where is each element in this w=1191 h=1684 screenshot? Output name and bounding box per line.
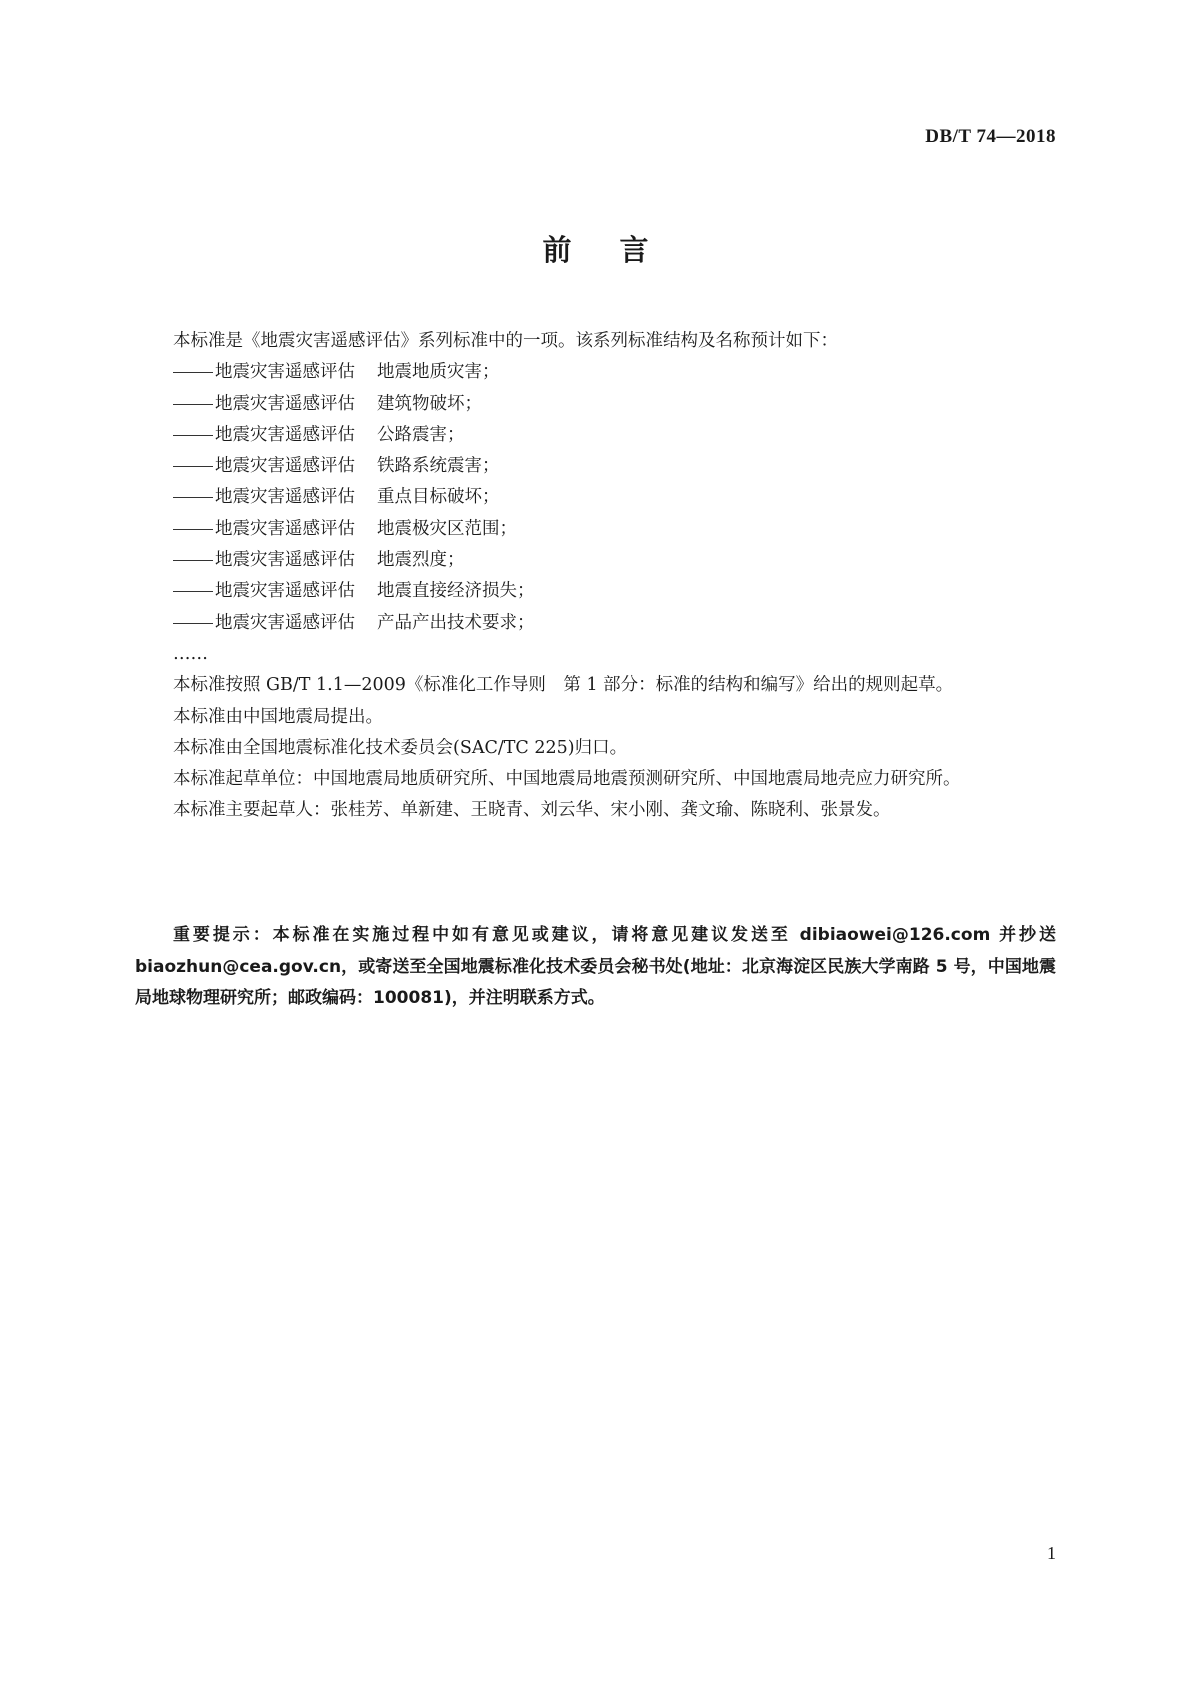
list-item [135,420,1056,451]
list-item [135,545,1056,576]
series-item: 建筑物破坏； [377,393,482,414]
list-ellipsis: …… [173,643,208,664]
series-item: 地震极灾区范围； [377,518,517,539]
em-dash [173,497,213,498]
list-item [135,514,1056,545]
page-number: 1 [1047,1543,1056,1563]
em-dash [173,435,213,436]
list-item [135,389,1056,420]
em-dash [173,591,213,592]
important-notice [135,920,1056,1015]
series-item: 重点目标破坏； [377,487,500,508]
series-item: 地震地质灾害； [377,362,500,383]
drafters-paragraph: 本标准主要起草人：张桂芳、单新建、王晓青、刘云华、宋小刚、龚文瑜、陈晓利、张景发。 [173,800,891,821]
series-prefix: 地震灾害遥感评估 [215,581,355,602]
em-dash [173,466,213,467]
series-prefix: 地震灾害遥感评估 [215,456,355,477]
series-prefix: 地震灾害遥感评估 [215,550,355,571]
drafting-rules-paragraph: 本标准按照 GB/T 1.1—2009《标准化工作导则 第 1 部分：标准的结构和编写》给出的规则起草。 [173,675,954,696]
drafting-units-paragraph: 本标准起草单位：中国地震局地质研究所、中国地震局地震预测研究所、中国地震局地壳应力研究所。 [173,769,961,790]
series-prefix: 地震灾害遥感评估 [215,518,355,539]
proposer-paragraph: 本标准由中国地震局提出。 [173,706,383,727]
series-prefix: 地震灾害遥感评估 [215,362,355,383]
series-prefix: 地震灾害遥感评估 [215,424,355,445]
list-item [135,608,1056,639]
em-dash [173,372,213,373]
series-prefix: 地震灾害遥感评估 [215,487,355,508]
notice-text: 重要提示：本标准在实施过程中如有意见或建议，请将意见建议发送至 dibiaowei@126.com 并抄送 biaozhun@cea.gov.cn，或寄送至全国地震标准化技术委员会秘书处(地址：北京海淀区民族大学南路 5 号，中国地震局地球物理研究所；邮政编码：100081)，并注明联系方式。 [135,925,1056,1008]
series-item: 地震直接经济损失； [377,581,535,602]
series-prefix: 地震灾害遥感评估 [215,393,355,414]
em-dash [173,560,213,561]
list-item [135,357,1056,388]
series-item: 铁路系统震害； [377,456,500,477]
committee-paragraph: 本标准由全国地震标准化技术委员会(SAC/TC 225)归口。 [173,737,628,758]
document-code: DB/T 74—2018 [925,126,1056,147]
list-item [135,576,1056,607]
series-prefix: 地震灾害遥感评估 [215,612,355,633]
list-item [135,451,1056,482]
series-item: 产品产出技术要求； [377,612,535,633]
series-item: 地震烈度； [377,550,465,571]
em-dash [173,623,213,624]
page-title: 前言 [542,233,697,267]
em-dash [173,529,213,530]
list-item [135,482,1056,513]
series-item: 公路震害； [377,424,465,445]
foreword-body [135,326,1056,827]
em-dash [173,404,213,405]
intro-paragraph: 本标准是《地震灾害遥感评估》系列标准中的一项。该系列标准结构及名称预计如下： [173,331,838,351]
